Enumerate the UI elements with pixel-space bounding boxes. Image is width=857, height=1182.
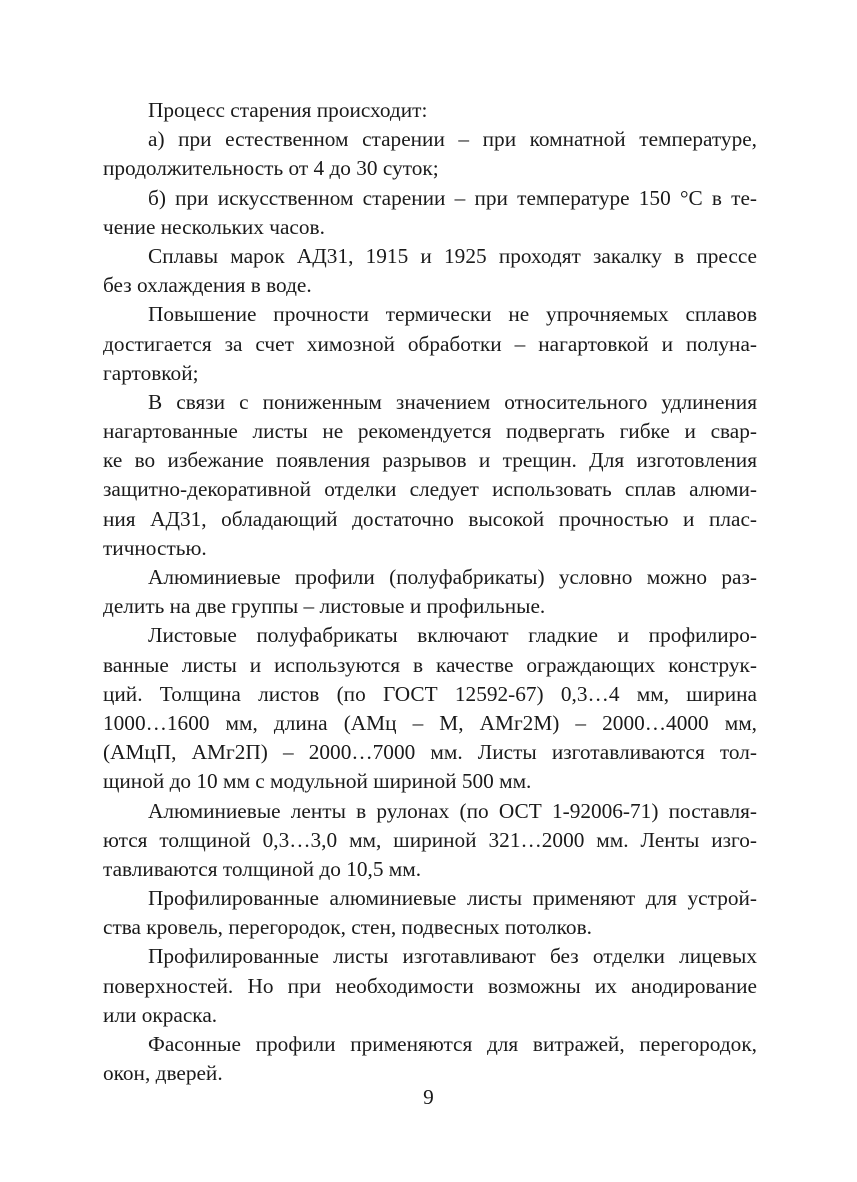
text-line: Повышение прочности термически не упрочняемых сплавов bbox=[148, 302, 757, 327]
paragraph-sheet-products bbox=[103, 621, 757, 796]
page-number: 9 bbox=[423, 1085, 434, 1109]
paragraph-strength-increase bbox=[103, 300, 757, 388]
text-line: чение нескольких часов. bbox=[103, 214, 325, 239]
text-line: Фасонные профили применяются для витражей, перегородок, bbox=[148, 1032, 757, 1056]
text-line: тичностью. bbox=[103, 535, 207, 560]
text-line: (АМцП, АМг2П) – 2000…7000 мм. Листы изготавливаются тол- bbox=[103, 740, 757, 765]
paragraph-natural-aging bbox=[103, 125, 757, 183]
text-line: поверхностей. Но при необходимости возможны их анодирование bbox=[103, 973, 757, 998]
text-line: продолжительность от 4 до 30 суток; bbox=[103, 156, 439, 181]
text-line: Алюминиевые профили (полуфабрикаты) условно можно раз- bbox=[148, 565, 757, 589]
text-line: Процесс старения происходит: bbox=[148, 98, 428, 122]
text-line: Листовые полуфабрикаты включают гладкие и профилиро- bbox=[148, 623, 757, 648]
text-line: 1000…1600 мм, длина (АМц – М, АМг2М) – 2000…4000 мм, bbox=[103, 710, 757, 735]
text-line: гартовкой; bbox=[103, 360, 199, 385]
text-line: б) при искусственном старении – при температуре 150 °С в те- bbox=[148, 185, 757, 210]
text-line: В связи с пониженным значением относительного удлинения bbox=[148, 389, 757, 414]
paragraph-alloy-grades bbox=[103, 242, 757, 300]
paragraph-aging-process bbox=[103, 96, 757, 125]
paragraph-artificial-aging bbox=[103, 184, 757, 242]
text-line: или окраска. bbox=[103, 1002, 218, 1027]
paragraph-profiled-sheets-finish bbox=[103, 942, 757, 1030]
text-line: тавливаются толщиной до 10,5 мм. bbox=[103, 856, 422, 881]
text-line: Профилированные алюминиевые листы применяют для устрой- bbox=[148, 886, 757, 911]
text-line: достигается за счет химозной обработки – нагартовкой и полуна- bbox=[103, 331, 757, 356]
text-line: а) при естественном старении – при комнатной температуре, bbox=[148, 127, 757, 152]
paragraph-profile-groups bbox=[103, 563, 757, 621]
text-line: Профилированные листы изготавливают без отделки лицевых bbox=[148, 944, 757, 969]
text-line: ства кровель, перегородок, стен, подвесных потолков. bbox=[103, 915, 592, 940]
text-line: защитно-декоративной отделки следует использовать сплав алюми- bbox=[103, 477, 757, 502]
text-line: окон, дверей. bbox=[103, 1061, 223, 1086]
text-line: нагартованные листы не рекомендуется подвергать гибке и свар- bbox=[103, 419, 757, 444]
text-line: ке во избежание появления разрывов и трещин. Для изготовления bbox=[103, 448, 757, 473]
text-line: щиной до 10 мм с модульной шириной 500 мм. bbox=[103, 769, 532, 794]
text-line: ния АД31, обладающий достаточно высокой прочностью и плас- bbox=[103, 506, 757, 531]
text-line: ются толщиной 0,3…3,0 мм, шириной 321…2000 мм. Ленты изго- bbox=[103, 827, 757, 852]
text-line: делить на две группы – листовые и профильные. bbox=[103, 594, 546, 619]
text-line: Алюминиевые ленты в рулонах (по ОСТ 1-92006-71) поставля- bbox=[148, 798, 757, 823]
text-line: без охлаждения в воде. bbox=[103, 273, 312, 298]
text-line: ванные листы и используются в качестве ограждающих конструк- bbox=[103, 652, 757, 677]
text-line: Сплавы марок АД31, 1915 и 1925 проходят закалку в прессе bbox=[148, 243, 757, 268]
paragraph-work-hardened-sheets bbox=[103, 388, 757, 563]
body-text bbox=[103, 96, 757, 1088]
paragraph-profiled-sheets-use bbox=[103, 884, 757, 942]
paragraph-shaped-profiles bbox=[103, 1030, 757, 1088]
paragraph-rolled-strips bbox=[103, 797, 757, 885]
text-line: ций. Толщина листов (по ГОСТ 12592-67) 0,3…4 мм, ширина bbox=[103, 681, 757, 706]
